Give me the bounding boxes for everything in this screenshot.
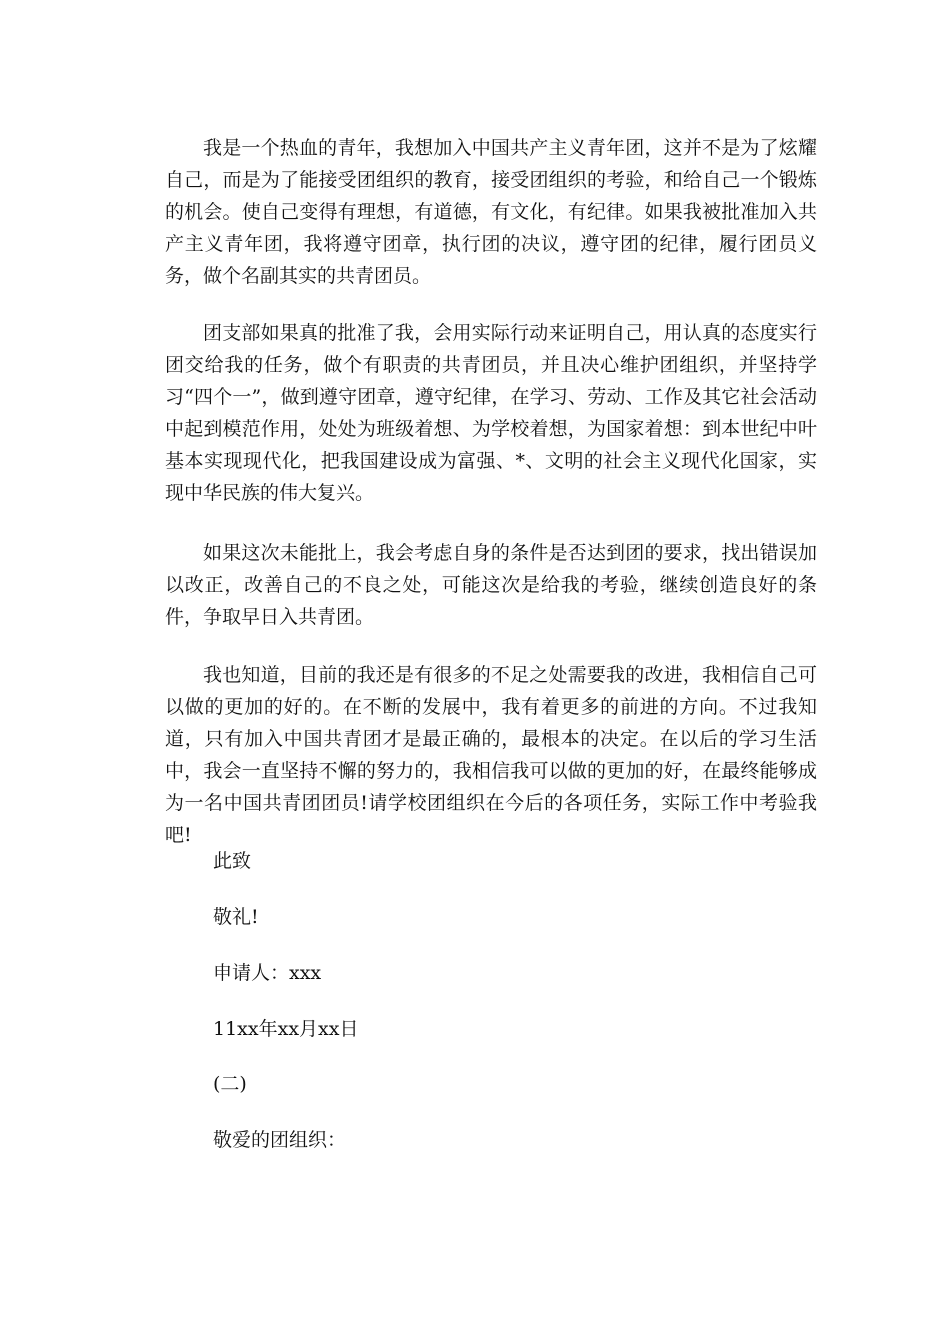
section-marker: (二) xyxy=(213,1073,247,1095)
closing-line: 此致 xyxy=(213,850,252,872)
salute-line: 敬礼! xyxy=(213,906,259,928)
next-letter-greeting: 敬爱的团组织： xyxy=(213,1129,347,1151)
applicant-line: 申请人：xxx xyxy=(213,962,322,984)
letter-paragraph-1: 我是一个热血的青年，我想加入中国共产主义青年团，这并不是为了炫耀自己，而是为了能接受团组织的教育，接受团组织的考验，和给自己一个锻炼的机会。使自己变得有理想，有道德，有文化，有纪律。如果我被批准加入共产主义青年团，我将遵守团章，执行团的决议，遵守团的纪律，履行团员义务，做个名副其实的共青团员。 xyxy=(165,137,817,287)
letter-paragraph-4: 我也知道，目前的我还是有很多的不足之处需要我的改进，我相信自己可以做的更加的好的。在不断的发展中，我有着更多的前进的方向。不过我知道，只有加入中国共青团才是最正确的，最根本的决定。在以后的学习生活中，我会一直坚持不懈的努力的，我相信我可以做的更加的好，在最终能够成为一名中国共青团团员!请学校团组织在今后的各项任务，实际工作中考验我吧! xyxy=(165,664,817,846)
letter-paragraph-3: 如果这次未能批上，我会考虑自身的条件是否达到团的要求，找出错误加以改正，改善自己的不良之处，可能这次是给我的考验，继续创造良好的条件，争取早日入共青团。 xyxy=(165,542,817,628)
date-line: 11xx年xx月xx日 xyxy=(213,1018,359,1040)
letter-paragraph-2: 团支部如果真的批准了我，会用实际行动来证明自己，用认真的态度实行团交给我的任务，做个有职责的共青团员，并且决心维护团组织，并坚持学习“四个一”，做到遵守团章，遵守纪律，在学习、劳动、工作及其它社会活动中起到模范作用，处处为班级着想、为学校着想，为国家着想：到本世纪中叶基本实现现代化，把我国建设成为富强、*、文明的社会主义现代化国家，实现中华民族的伟大复兴。 xyxy=(165,322,817,504)
